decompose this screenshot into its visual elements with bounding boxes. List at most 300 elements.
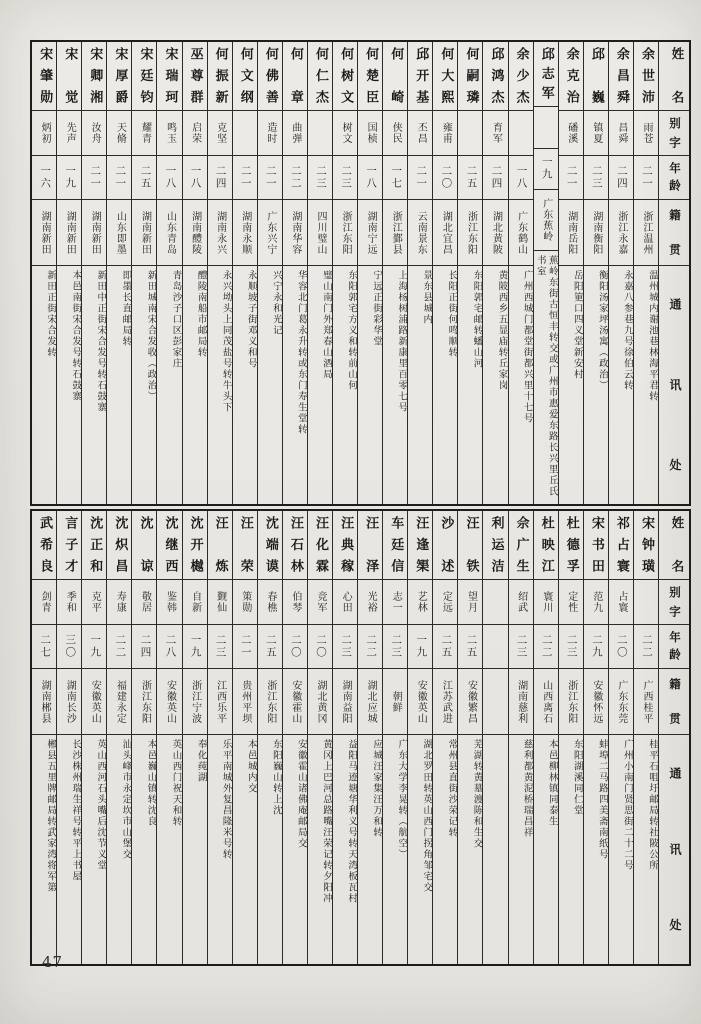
address-cell: 景东县城内: [421, 270, 433, 325]
address-cell: 醴陵南船市邮局转: [195, 270, 207, 358]
address-cell: 长沙株州瑞生祥号转平上书屋: [70, 739, 82, 882]
zi-cell: 志一: [383, 580, 407, 625]
age-cell: 二二: [283, 156, 307, 200]
age-cell: 一九: [183, 625, 207, 669]
zi-cell: [458, 111, 482, 156]
age-cell: 二五: [258, 625, 282, 669]
origin-cell: 山西离石: [534, 669, 558, 735]
address-cell: 新田中正街宋合发号转石鼓寨: [95, 270, 107, 413]
origin-cell: 湖北黄冈: [308, 669, 332, 735]
age-cell: 二一: [408, 156, 432, 200]
origin-cell: 安徽繁昌: [458, 669, 482, 735]
origin-cell: 山东青岛: [157, 200, 181, 266]
zi-cell: 克平: [82, 580, 106, 625]
entry-column: [483, 42, 508, 504]
entry-column: [32, 511, 57, 964]
zi-cell: 耀青: [132, 111, 156, 156]
name-cell: 汪石林: [283, 511, 307, 580]
zi-cell: [233, 111, 257, 156]
origin-cell: 安徽英山: [82, 669, 106, 735]
address-cell: 上海杨树浦路新康里百零七号: [396, 270, 408, 413]
header-age: 年龄: [659, 156, 689, 200]
age-cell: 二五: [132, 156, 156, 200]
name-cell: 何大熙: [433, 42, 457, 111]
origin-cell: [483, 669, 507, 735]
origin-cell: 浙江宁波: [183, 669, 207, 735]
address-cell: 本邑城内交: [245, 739, 257, 794]
address-cell: 青岛沙子口区彭家庄: [170, 270, 182, 369]
address-cell: 璧山南门外郑春山酒局: [320, 270, 332, 380]
origin-cell: 浙江东阳: [132, 669, 156, 735]
zi-cell: 磻溪: [559, 111, 583, 156]
origin-cell: 湖南岳阳: [559, 200, 583, 266]
name-cell: 车廷信: [383, 511, 407, 580]
origin-cell: 安徽怀远: [584, 669, 608, 735]
zi-cell: [534, 107, 558, 149]
name-cell: 沈正和: [82, 511, 106, 580]
address-cell: 英山西河石头嘴后沈节义堂: [95, 739, 107, 871]
zi-cell: 昌舜: [609, 111, 633, 156]
entry-column: [82, 42, 107, 504]
address-cell: 东阳郭宅方义和转前山何: [346, 270, 358, 391]
origin-cell: 广东鹤山: [509, 200, 533, 266]
header-zi: 别字: [659, 580, 689, 625]
entry-column: [634, 511, 659, 964]
age-cell: 二二: [634, 625, 658, 669]
age-cell: 二二: [358, 625, 382, 669]
name-cell: 余昌舜: [609, 42, 633, 111]
name-cell: 利运洁: [483, 511, 507, 580]
age-cell: 二一: [559, 156, 583, 200]
zi-cell: 国桢: [358, 111, 382, 156]
zi-cell: 克坚: [208, 111, 232, 156]
origin-cell: 湖北应城: [358, 669, 382, 735]
age-cell: 二〇: [433, 156, 457, 200]
origin-cell: 湖南新田: [32, 200, 56, 266]
age-cell: 一八: [509, 156, 533, 200]
age-cell: 二三: [208, 625, 232, 669]
address-cell: 慈利都黄泥桥瑞昌祥: [521, 739, 533, 838]
zi-cell: 敬居: [132, 580, 156, 625]
name-cell: 祁占寰: [609, 511, 633, 580]
address-cell: 东阳郭宅邮转蟠山河: [471, 270, 483, 369]
name-cell: 沈端谟: [258, 511, 282, 580]
entry-column: [157, 511, 182, 964]
address-cell: 应城汪家集汪万和转: [371, 739, 383, 838]
origin-cell: 安徽英山: [157, 669, 181, 735]
age-cell: 二〇: [609, 625, 633, 669]
origin-cell: 朝鲜: [383, 669, 407, 735]
zi-cell: 占寰: [609, 580, 633, 625]
name-cell: 邱开基: [408, 42, 432, 111]
entry-column: [433, 42, 458, 504]
header-origin: 籍贯: [659, 200, 689, 266]
entry-column: [584, 42, 609, 504]
header-column: [659, 42, 689, 504]
entry-column: [208, 511, 233, 964]
name-cell: 宋瑞珂: [157, 42, 181, 111]
directory-table-top: [30, 40, 691, 506]
age-cell: 二三: [308, 156, 332, 200]
zi-cell: 造时: [258, 111, 282, 156]
age-cell: 一九: [82, 625, 106, 669]
entry-column: [233, 42, 258, 504]
age-cell: 一九: [534, 149, 558, 190]
address-cell: 宁远正街彩华堂: [371, 270, 383, 347]
zi-cell: [634, 580, 658, 625]
age-cell: 二三: [383, 625, 407, 669]
origin-cell: 湖北宜昌: [433, 200, 457, 266]
address-cell: 湖北罗田转英山西门拐角邹宅交: [421, 739, 433, 893]
name-cell: 宋卿湘: [82, 42, 106, 111]
origin-cell: 湖北黄陂: [483, 200, 507, 266]
address-cell: 新田城南宋合发收（政治）: [145, 270, 157, 402]
address-cell: 郴县五里牌邮局转武家湾将军第: [45, 739, 57, 893]
zi-cell: 天脩: [107, 111, 131, 156]
entry-column: [358, 511, 383, 964]
address-cell: 桂平石咀圩邮局转社陂公所: [647, 739, 658, 871]
zi-cell: 策勋: [233, 580, 257, 625]
age-cell: 二三: [333, 625, 357, 669]
zi-cell: 镇夏: [584, 111, 608, 156]
age-cell: 二二: [534, 625, 558, 669]
name-cell: 何仁杰: [308, 42, 332, 111]
origin-cell: 江苏武进: [433, 669, 457, 735]
entry-column: [258, 511, 283, 964]
age-cell: 三〇: [57, 625, 81, 669]
age-cell: 二〇: [308, 625, 332, 669]
zi-cell: [483, 580, 507, 625]
directory-table-bottom: [30, 509, 691, 966]
name-cell: 沈开樾: [183, 511, 207, 580]
name-cell: 何楚臣: [358, 42, 382, 111]
zi-cell: 剑青: [32, 580, 56, 625]
age-cell: 一九: [57, 156, 81, 200]
origin-cell: 湖南长沙: [57, 669, 81, 735]
entry-column: [458, 42, 483, 504]
entry-column: [609, 42, 634, 504]
age-cell: 二三: [584, 156, 608, 200]
zi-cell: 启荣: [183, 111, 207, 156]
entry-column: [57, 42, 82, 504]
address-cell: 华容北门葛永升转或东门寿生堂转: [295, 270, 307, 435]
age-cell: [483, 625, 507, 669]
name-cell: 邱志军: [534, 42, 558, 107]
zi-cell: 寿康: [107, 580, 131, 625]
age-cell: 二一: [634, 156, 658, 200]
origin-cell: 湖南益阳: [333, 669, 357, 735]
name-cell: 何振新: [208, 42, 232, 111]
origin-cell: 山东即墨: [107, 200, 131, 266]
entry-column: [183, 511, 208, 964]
origin-cell: 云南景东: [408, 200, 432, 266]
name-cell: 杜映江: [534, 511, 558, 580]
address-cell: 奉化莼湖: [195, 739, 207, 783]
entry-column: [308, 511, 333, 964]
address-cell: 衡阳汤家坪汤寓（政治）: [596, 270, 608, 391]
entry-column: [559, 511, 584, 964]
name-cell: 宋书田: [584, 511, 608, 580]
entry-column: [509, 511, 534, 964]
name-cell: 汪荣: [233, 511, 257, 580]
entry-column: [132, 511, 157, 964]
address-cell: 蕉岭东街古恒丰转交或广州市惠爱东路长兴里丘氏书室: [534, 254, 558, 497]
age-cell: 二三: [333, 156, 357, 200]
age-cell: 二八: [157, 625, 181, 669]
name-cell: 宋厚爵: [107, 42, 131, 111]
age-cell: 二三: [509, 625, 533, 669]
name-cell: 杜德孚: [559, 511, 583, 580]
entry-column: [433, 511, 458, 964]
entry-column: [609, 511, 634, 964]
origin-cell: 广东东莞: [609, 669, 633, 735]
address-cell: 广州西城门都堂街都兴里十七号: [521, 270, 533, 424]
header-name: 姓名: [659, 42, 689, 111]
header-zi: 别字: [659, 111, 689, 156]
address-cell: 蚌埠二马路四美斋南纸号: [596, 739, 608, 860]
origin-cell: 浙江东阳: [559, 669, 583, 735]
entry-column: [132, 42, 157, 504]
zi-cell: 丕昌: [408, 111, 432, 156]
entry-column: [383, 511, 408, 964]
origin-cell: 浙江温州: [634, 200, 658, 266]
origin-cell: 湖南醴陵: [183, 200, 207, 266]
origin-cell: 贵州平坝: [233, 669, 257, 735]
age-cell: 一七: [383, 156, 407, 200]
address-cell: 英山西门祝天和转: [170, 739, 182, 827]
zi-cell: 艺林: [408, 580, 432, 625]
entry-column: [408, 42, 433, 504]
name-cell: 何文纲: [233, 42, 257, 111]
entry-column: [157, 42, 182, 504]
address-cell: 安徽霍山诸佛庵邮局交: [295, 739, 307, 849]
origin-cell: 四川璧山: [308, 200, 332, 266]
name-cell: 巫尊群: [183, 42, 207, 111]
origin-cell: 湖南新田: [57, 200, 81, 266]
name-cell: 汪典稼: [333, 511, 357, 580]
origin-cell: 湖南华容: [283, 200, 307, 266]
entry-column: [283, 42, 308, 504]
name-cell: 沙述: [433, 511, 457, 580]
origin-cell: 浙江东阳: [258, 669, 282, 735]
origin-cell: 湖南永兴: [208, 200, 232, 266]
zi-cell: 心田: [333, 580, 357, 625]
entry-column: [559, 42, 584, 504]
name-cell: 佘广生: [509, 511, 533, 580]
header-age: 年龄: [659, 625, 689, 669]
entry-column: [308, 42, 333, 504]
entry-column: [408, 511, 433, 964]
zi-cell: [308, 111, 332, 156]
age-cell: 二二: [107, 625, 131, 669]
zi-cell: 育军: [483, 111, 507, 156]
name-cell: 何嗣璘: [458, 42, 482, 111]
address-cell: 东阳巍山转上沈: [270, 739, 282, 816]
zi-cell: 定远: [433, 580, 457, 625]
age-cell: 二四: [208, 156, 232, 200]
origin-cell: 湖南永顺: [233, 200, 257, 266]
name-cell: 余少杰: [509, 42, 533, 111]
name-cell: 言子才: [57, 511, 81, 580]
header-origin: 籍贯: [659, 669, 689, 735]
address-cell: 本邑柳林镇同泰生: [546, 739, 558, 827]
address-cell: 广东大学李晃转（航空）: [396, 739, 408, 860]
age-cell: 二五: [433, 625, 457, 669]
entry-column: [333, 42, 358, 504]
name-cell: 何树文: [333, 42, 357, 111]
name-cell: 何佛善: [258, 42, 282, 111]
origin-cell: 安徽霍山: [283, 669, 307, 735]
entry-column: [584, 511, 609, 964]
origin-cell: 浙江永嘉: [609, 200, 633, 266]
name-cell: 汪铁: [458, 511, 482, 580]
name-cell: 余克治: [559, 42, 583, 111]
origin-cell: 江西乐平: [208, 669, 232, 735]
age-cell: 一六: [32, 156, 56, 200]
origin-cell: 安徽英山: [408, 669, 432, 735]
name-cell: 沈炽昌: [107, 511, 131, 580]
name-cell: 邱巍: [584, 42, 608, 111]
age-cell: 二〇: [283, 625, 307, 669]
name-cell: 宋肇勋: [32, 42, 56, 111]
address-cell: 本邑巍山镇转沈良: [145, 739, 157, 827]
address-cell: 常州县直街沙荣记转: [446, 739, 458, 838]
age-cell: 二九: [584, 625, 608, 669]
zi-cell: 绍武: [509, 580, 533, 625]
zi-cell: 范九: [584, 580, 608, 625]
age-cell: 二四: [483, 156, 507, 200]
address-cell: 温州城内谢池巷林海平君转: [647, 270, 658, 402]
age-cell: 二五: [458, 625, 482, 669]
address-cell: 黄陂西乡五显庙转丘家岗: [496, 270, 508, 391]
zi-cell: 自新: [183, 580, 207, 625]
entry-column: [358, 42, 383, 504]
entry-column: [82, 511, 107, 964]
address-cell: 汕头峰市永定坎市山堡交: [120, 739, 132, 860]
age-cell: 二一: [233, 625, 257, 669]
name-cell: 宋觉: [57, 42, 81, 111]
origin-cell: 湖南郴县: [32, 669, 56, 735]
entry-column: [107, 42, 132, 504]
origin-cell: 湖南慈利: [509, 669, 533, 735]
age-cell: 二一: [258, 156, 282, 200]
name-cell: 汪泽: [358, 511, 382, 580]
name-cell: 余世沛: [634, 42, 658, 111]
entry-column: [483, 511, 508, 964]
header-address: 通讯处: [668, 767, 682, 932]
name-cell: 何崎: [383, 42, 407, 111]
address-cell: 黄冈上巴河总路嘴汪荣记转夕阳冲: [320, 739, 332, 904]
zi-cell: 春樵: [258, 580, 282, 625]
origin-cell: 湖南新田: [82, 200, 106, 266]
origin-cell: 浙江鄞县: [383, 200, 407, 266]
zi-cell: 汝舟: [82, 111, 106, 156]
zi-cell: 竞军: [308, 580, 332, 625]
age-cell: 一八: [157, 156, 181, 200]
name-cell: 何章: [283, 42, 307, 111]
header-address: 通讯处: [668, 298, 682, 472]
origin-cell: 湖南衡阳: [584, 200, 608, 266]
zi-cell: 望月: [458, 580, 482, 625]
zi-cell: 伯琴: [283, 580, 307, 625]
name-cell: 沈继西: [157, 511, 181, 580]
origin-cell: 广东蕉岭: [534, 190, 558, 251]
zi-cell: 季和: [57, 580, 81, 625]
address-cell: 益阳马迹塘华利义号转天湾板瓦村: [346, 739, 358, 904]
entry-column: [208, 42, 233, 504]
page-number: 47: [42, 953, 64, 971]
age-cell: 二四: [609, 156, 633, 200]
entry-column: [509, 42, 534, 504]
address-cell: 东阳湖溪同仁堂: [571, 739, 583, 816]
entry-column: [283, 511, 308, 964]
entry-column: [634, 42, 659, 504]
zi-cell: 定性: [559, 580, 583, 625]
name-cell: 沈谅: [132, 511, 156, 580]
address-cell: 兴宁永和光记: [270, 270, 282, 336]
zi-cell: 雨苍: [634, 111, 658, 156]
address-cell: 永顺坡子街邓义和号: [245, 270, 257, 369]
origin-cell: 广西桂平: [634, 669, 658, 735]
age-cell: 二三: [559, 625, 583, 669]
age-cell: 一九: [408, 625, 432, 669]
entry-column: [258, 42, 283, 504]
name-cell: 宋钟璜: [634, 511, 658, 580]
age-cell: 一八: [358, 156, 382, 200]
address-cell: 岳阳筻口四义堂新安村: [571, 270, 583, 380]
zi-cell: 鉴韩: [157, 580, 181, 625]
zi-cell: 光裕: [358, 580, 382, 625]
origin-cell: 湖南宁远: [358, 200, 382, 266]
age-cell: 二一: [233, 156, 257, 200]
entry-column: [383, 42, 408, 504]
address-cell: 广州小南门贤思街二十二号: [621, 739, 633, 871]
address-cell: 乐平南城外复昌隆米号转: [220, 739, 232, 860]
origin-cell: 浙江东阳: [458, 200, 482, 266]
age-cell: 二四: [132, 625, 156, 669]
entry-column: [458, 511, 483, 964]
entry-column: [32, 42, 57, 504]
origin-cell: 浙江东阳: [333, 200, 357, 266]
address-cell: 本邑南街宋合发号转石鼓寨: [70, 270, 82, 402]
address-cell: 新田正街宋合发转: [45, 270, 57, 358]
name-cell: 汪逢榘: [408, 511, 432, 580]
address-cell: [483, 735, 507, 964]
zi-cell: 炳初: [32, 111, 56, 156]
name-cell: 汪化霖: [308, 511, 332, 580]
entry-column: [107, 511, 132, 964]
origin-cell: 湖南新田: [132, 200, 156, 266]
name-cell: 邱鸿杰: [483, 42, 507, 111]
zi-cell: 寰川: [534, 580, 558, 625]
zi-cell: 曲弹: [283, 111, 307, 156]
zi-cell: 树文: [333, 111, 357, 156]
entry-column: [333, 511, 358, 964]
zi-cell: 侠民: [383, 111, 407, 156]
zi-cell: [509, 111, 533, 156]
header-name: 姓名: [659, 511, 689, 580]
zi-cell: 觐仙: [208, 580, 232, 625]
entry-column: [233, 511, 258, 964]
header-column: [659, 511, 689, 964]
entry-column: [183, 42, 208, 504]
age-cell: 二五: [458, 156, 482, 200]
age-cell: 二一: [82, 156, 106, 200]
zi-cell: 先声: [57, 111, 81, 156]
entry-column: [534, 511, 559, 964]
age-cell: 二七: [32, 625, 56, 669]
name-cell: 汪炼: [208, 511, 232, 580]
